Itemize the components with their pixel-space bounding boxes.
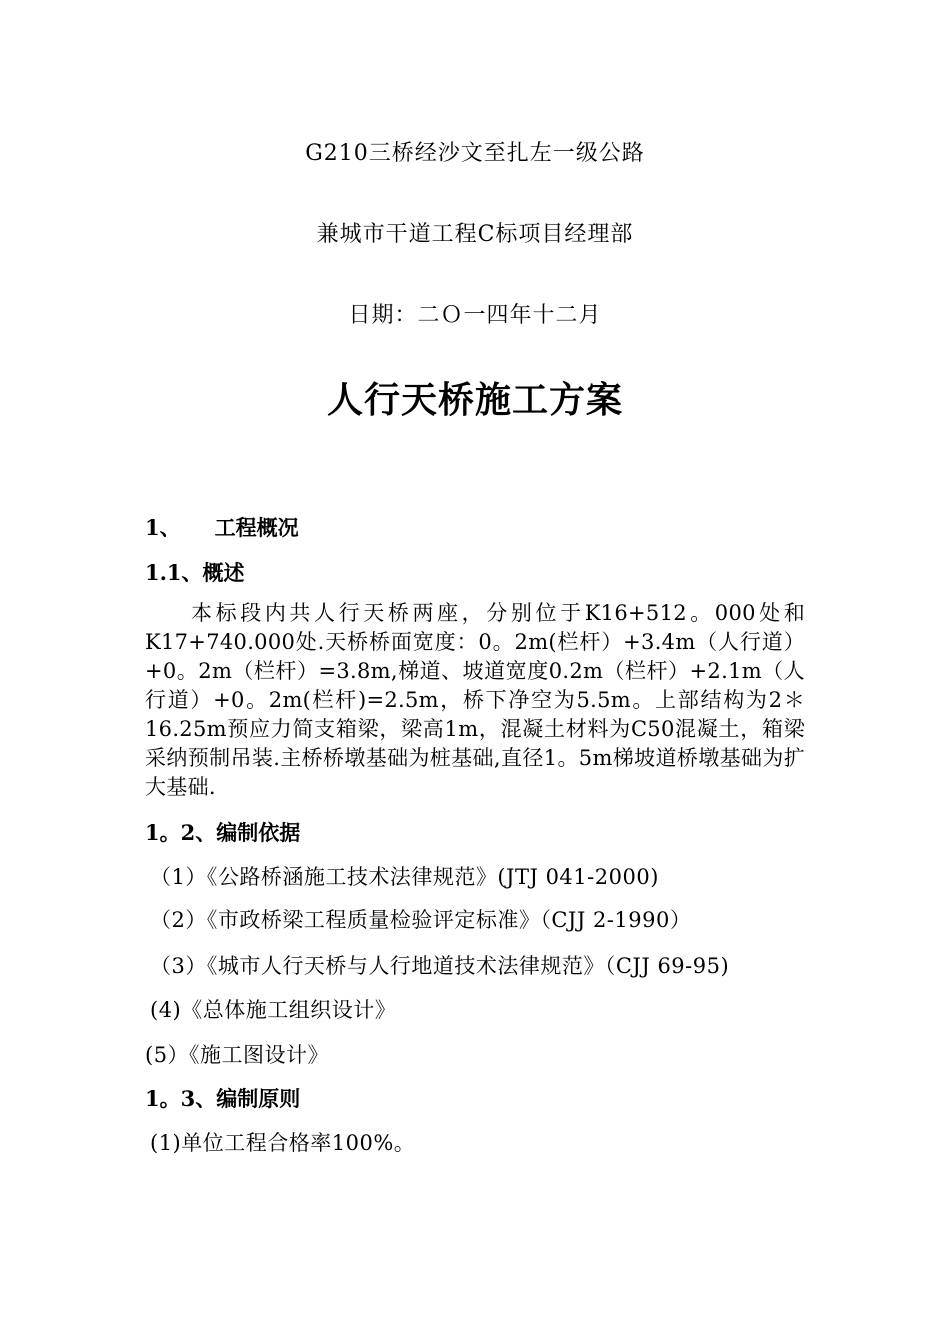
basis-item-5: (5）《施工图设计》 [145,1043,330,1067]
date-line: 日期：二Ｏ一四年十二月 [348,303,602,328]
section-1-title: 工程概况 [214,515,299,540]
section-1-1-heading: 1.1、概述 [145,560,245,585]
overview-paragraph: 本标段内共人行天桥两座，分别位于K16+512。000处和K17+740.000处.天桥桥面宽度：0。2m(栏杆）+3.4m（人行道）+0。2m（栏杆）=3.8m,梯道、坡道宽度0.2m（栏杆）+2.1m（人行道）+0。2m(栏杆)=2.5m，桥下净空为5.5m。上部结构为2＊16.25m预应力简支箱梁，梁高1m，混凝土材料为C50混凝土，箱梁采纳预制吊装.主桥桥墩基础为桩基础,直径1。5m梯坡道桥墩基础为扩大基础. [145,601,805,799]
basis-item-3: （3）《城市人行天桥与人行地道技术法律规范》（CJJ 69-95) [150,954,730,978]
project-line: G210三桥经沙文至扎左一级公路 [305,141,645,166]
basis-item-1: （1）《公路桥涵施工技术法律规范》(JTJ 041-2000) [150,865,659,889]
document-title: 人行天桥施工方案 [326,379,623,421]
section-1-2-heading: 1。2、编制依据 [145,820,301,845]
department-line: 兼城市干道工程C标项目经理部 [316,222,634,247]
section-1-3-heading: 1。3、编制原则 [145,1086,301,1111]
principle-item-1: (1)单位工程合格率100%。 [150,1131,416,1155]
basis-item-2: （2）《市政桥梁工程质量检验评定标准》（CJJ 2-1990） [150,908,692,932]
section-1-heading [145,512,299,542]
section-1-number: 1、 [145,515,181,540]
basis-item-4: (4)《总体施工组织设计》 [150,998,397,1022]
